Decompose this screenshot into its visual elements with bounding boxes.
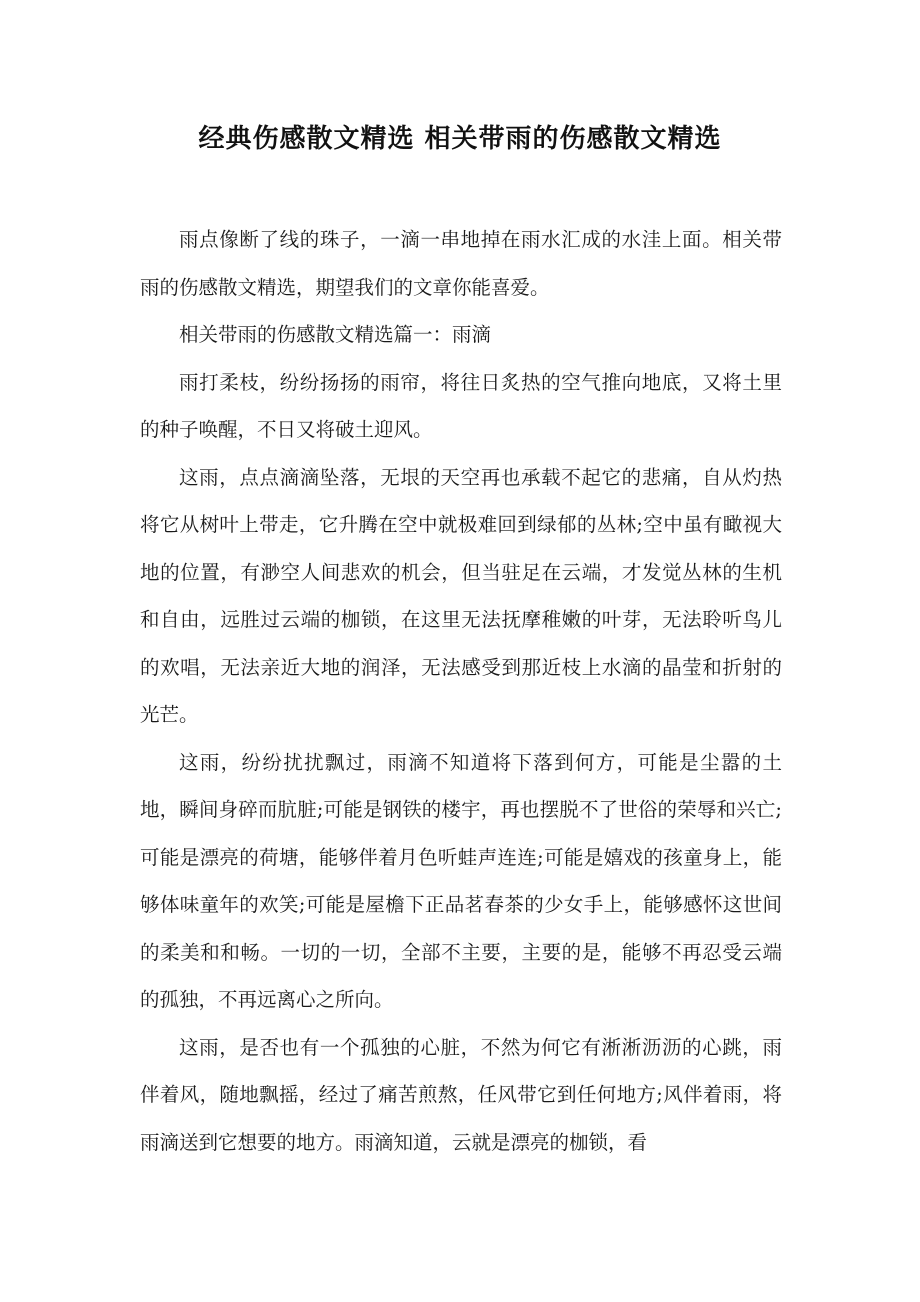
paragraph-intro: 雨点像断了线的珠子，一滴一串地掉在雨水汇成的水洼上面。相关带雨的伤感散文精选，期望我们的文章你能喜爱。: [140, 228, 782, 299]
paragraph: 雨打柔枝，纷纷扬扬的雨帘，将往日炙热的空气推向地底，又将土里的种子唤醒，不日又将破土迎风。: [140, 370, 782, 441]
paragraph: 这雨，点点滴滴坠落，无垠的天空再也承载不起它的悲痛，自从灼热将它从树叶上带走，它升腾在空中就极难回到绿郁的丛林;空中虽有瞰视大地的位置，有渺空人间悲欢的机会，但当驻足在云端，才发觉丛林的生机和自由，远胜过云端的枷锁，在这里无法抚摩稚嫩的叶芽，无法聆听鸟儿的欢唱，无法亲近大地的润泽，无法感受到那近枝上水滴的晶莹和折射的光芒。: [140, 465, 782, 726]
document-title: 经典伤感散文精选 相关带雨的伤感散文精选: [198, 124, 722, 154]
paragraph-section-heading: 相关带雨的伤感散文精选篇一：雨滴: [179, 323, 492, 346]
document-body: [140, 216, 782, 1166]
paragraph: 这雨，是否也有一个孤独的心脏，不然为何它有淅淅沥沥的心跳，雨伴着风，随地飘摇，经过了痛苦煎熬，任风带它到任何地方;风伴着雨，将雨滴送到它想要的地方。雨滴知道，云就是漂亮的枷锁，看: [140, 1035, 782, 1154]
paragraph: 这雨，纷纷扰扰飘过，雨滴不知道将下落到何方，可能是尘嚣的土地，瞬间身碎而肮脏;可能是钢铁的楼宇，再也摆脱不了世俗的荣辱和兴亡;可能是漂亮的荷塘，能够伴着月色听蛙声连连;可能是嬉戏的孩童身上，能够体味童年的欢笑;可能是屋檐下正品茗春茶的少女手上，能够感怀这世间的柔美和和畅。一切的一切，全部不主要，主要的是，能够不再忍受云端的孤独，不再远离心之所向。: [140, 750, 782, 1011]
